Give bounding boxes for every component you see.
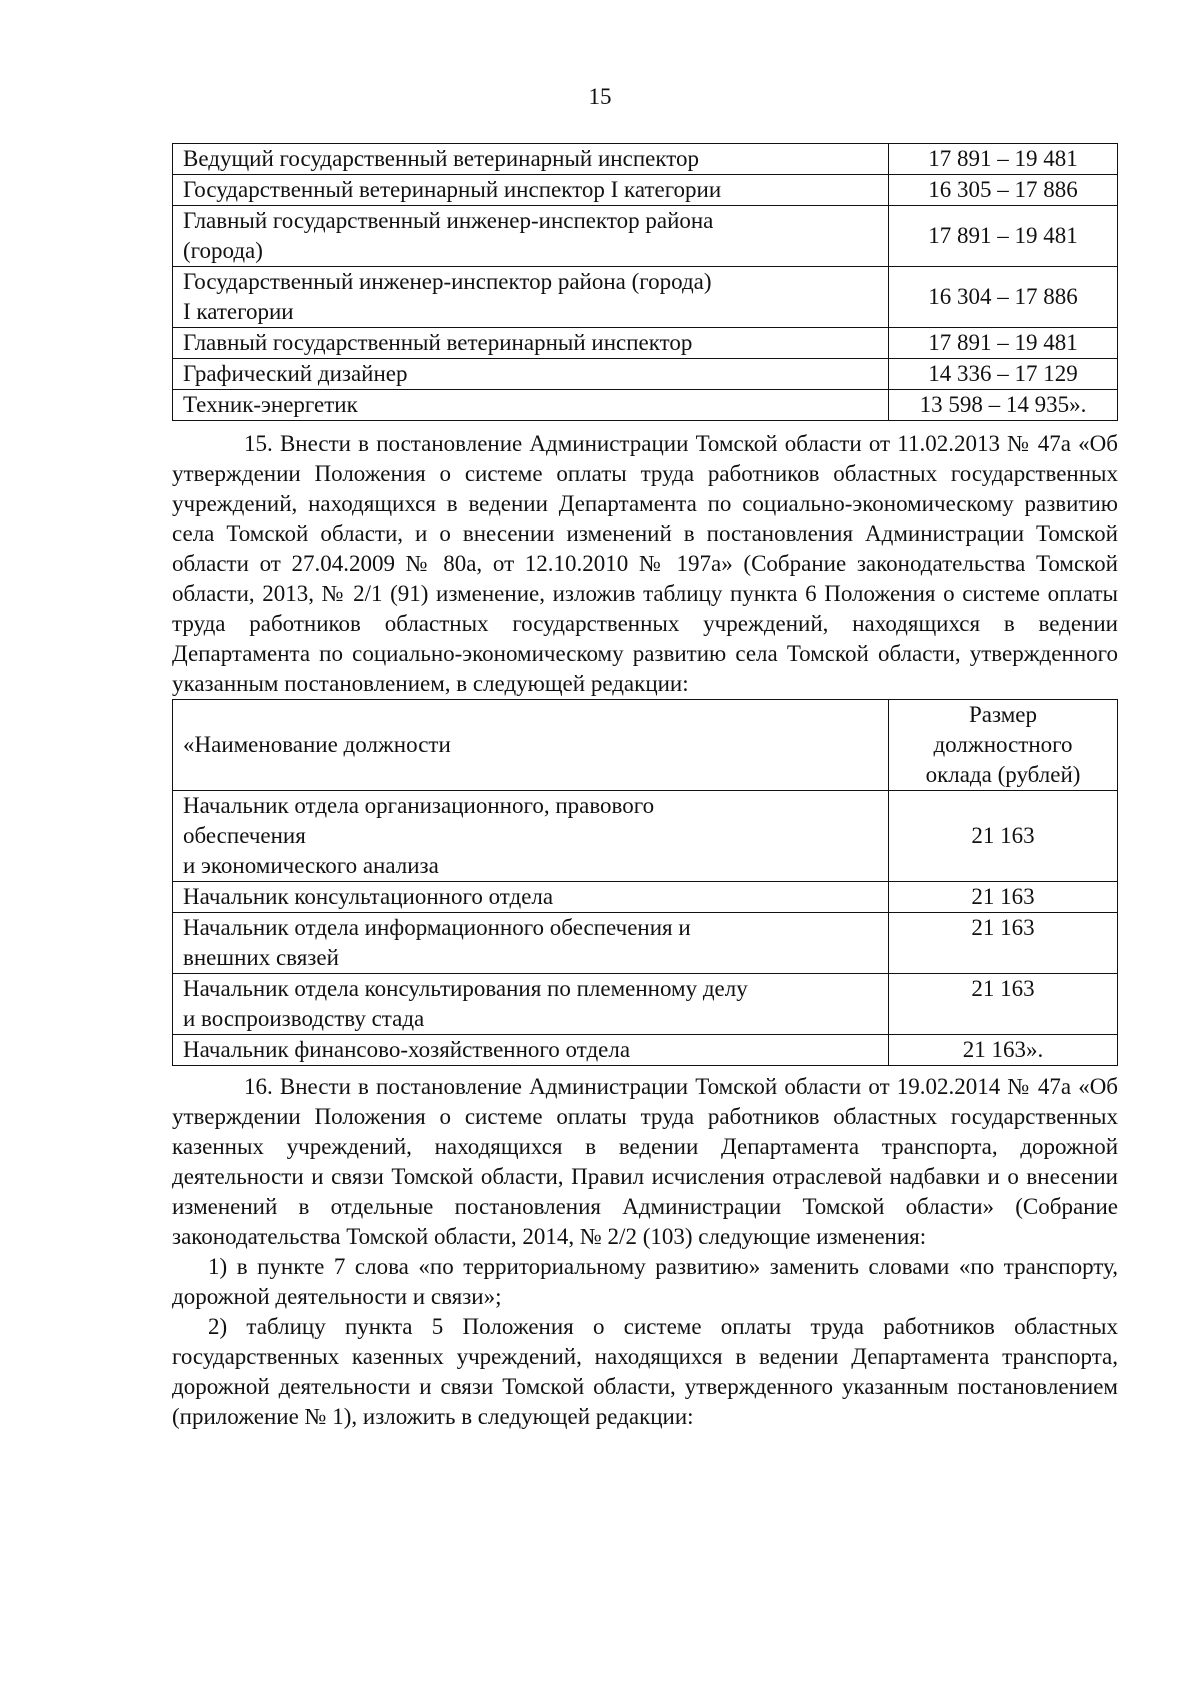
position-name-line: и экономического анализа <box>183 853 439 878</box>
salary-value: 21 163 <box>889 974 1118 1035</box>
list-item-1: 1) в пункте 7 слова «по территориальному развитию» заменить словами «по транспорту, дорожной деятельности и связи»; <box>172 1254 1118 1309</box>
table-row <box>173 974 1118 1035</box>
position-name-line: Государственный инженер-инспектор района (города) <box>183 269 712 294</box>
salary-range: 16 305 – 17 886 <box>889 175 1118 206</box>
position-name-line: Начальник отдела организационного, правового <box>183 793 655 818</box>
header-line: должностного <box>933 732 1073 757</box>
position-name: Главный государственный ветеринарный инспектор <box>173 328 889 359</box>
document-body <box>172 143 1118 1432</box>
position-name: Техник-энергетик <box>173 390 889 421</box>
table-row <box>173 206 1118 267</box>
column-header-position: «Наименование должности <box>173 700 889 791</box>
salary-value: 21 163 <box>889 791 1118 882</box>
position-name-line: (города) <box>183 238 263 263</box>
table-header-row <box>173 700 1118 791</box>
table-row <box>173 267 1118 328</box>
table-row <box>173 791 1118 882</box>
position-name: Государственный ветеринарный инспектор I категории <box>173 175 889 206</box>
position-name: Начальник финансово-хозяйственного отдела <box>173 1035 889 1066</box>
salary-range: 17 891 – 19 481 <box>889 328 1118 359</box>
position-name-line: Главный государственный инженер-инспектор района <box>183 208 714 233</box>
position-name <box>173 791 889 882</box>
table-row <box>173 144 1118 175</box>
paragraph-15: 15. Внести в постановление Администрации Томской области от 11.02.2013 № 47а «Об утверждении Положения о системе оплаты труда работников областных государственных учреждений, находящихся в ведении Департамента по социально-экономическому развитию села Томской области, и о внесении изменений в постановления Администрации Томской области от 27.04.2009 № 80а, от 12.10.2010 № 197а» (Собрание законодательства Томской области, 2013, № 2/1 (91) изменение, изложив таблицу пункта 6 Положения о системе оплаты труда работников областных государственных учреждений, находящихся в ведении Департамента по социально-экономическому развитию села Томской области, утвержденного указанным постановлением, в следующей редакции: <box>172 431 1118 696</box>
table-row <box>173 913 1118 974</box>
position-name <box>173 206 889 267</box>
salary-value: 21 163». <box>889 1035 1118 1066</box>
position-name-line: Начальник отдела информационного обеспечения и <box>183 915 691 940</box>
salary-range: 13 598 – 14 935». <box>889 390 1118 421</box>
table-row <box>173 359 1118 390</box>
salary-range: 14 336 – 17 129 <box>889 359 1118 390</box>
position-name-line: внешних связей <box>183 945 339 970</box>
table-row <box>173 175 1118 206</box>
salary-range: 17 891 – 19 481 <box>889 144 1118 175</box>
position-name: Ведущий государственный ветеринарный инспектор <box>173 144 889 175</box>
table-row <box>173 328 1118 359</box>
salary-table-1 <box>172 143 1118 421</box>
position-name <box>173 267 889 328</box>
position-name-line: и воспроизводству стада <box>183 1006 425 1031</box>
salary-range: 16 304 – 17 886 <box>889 267 1118 328</box>
table-row <box>173 390 1118 421</box>
salary-value: 21 163 <box>889 882 1118 913</box>
position-name: Графический дизайнер <box>173 359 889 390</box>
salary-table-2 <box>172 699 1118 1066</box>
salary-range: 17 891 – 19 481 <box>889 206 1118 267</box>
page-number: 15 <box>588 84 612 109</box>
header-line: оклада (рублей) <box>925 762 1081 787</box>
position-name-line: I категории <box>183 299 294 324</box>
paragraph-16: 16. Внести в постановление Администрации Томской области от 19.02.2014 № 47а «Об утверждении Положения о системе оплаты труда работников областных государственных казенных учреждений, находящихся в ведении Департамента транспорта, дорожной деятельности и связи Томской области, Правил исчисления отраслевой надбавки и о внесении изменений в отдельные постановления Администрации Томской области» (Собрание законодательства Томской области, 2014, № 2/2 (103) следующие изменения: <box>172 1074 1118 1249</box>
position-name <box>173 913 889 974</box>
salary-value: 21 163 <box>889 913 1118 974</box>
position-name <box>173 974 889 1035</box>
position-name: Начальник консультационного отдела <box>173 882 889 913</box>
list-item-2: 2) таблицу пункта 5 Положения о системе оплаты труда работников областных государственных казенных учреждений, находящихся в ведении Департамента транспорта, дорожной деятельности и связи Томской области, утвержденного указанным постановлением (приложение № 1), изложить в следующей редакции: <box>172 1314 1118 1429</box>
table-row <box>173 882 1118 913</box>
table-row <box>173 1035 1118 1066</box>
position-name-line: обеспечения <box>183 823 306 848</box>
column-header-salary <box>889 700 1118 791</box>
position-name-line: Начальник отдела консультирования по племенному делу <box>183 976 748 1001</box>
header-line: Размер <box>968 702 1038 727</box>
